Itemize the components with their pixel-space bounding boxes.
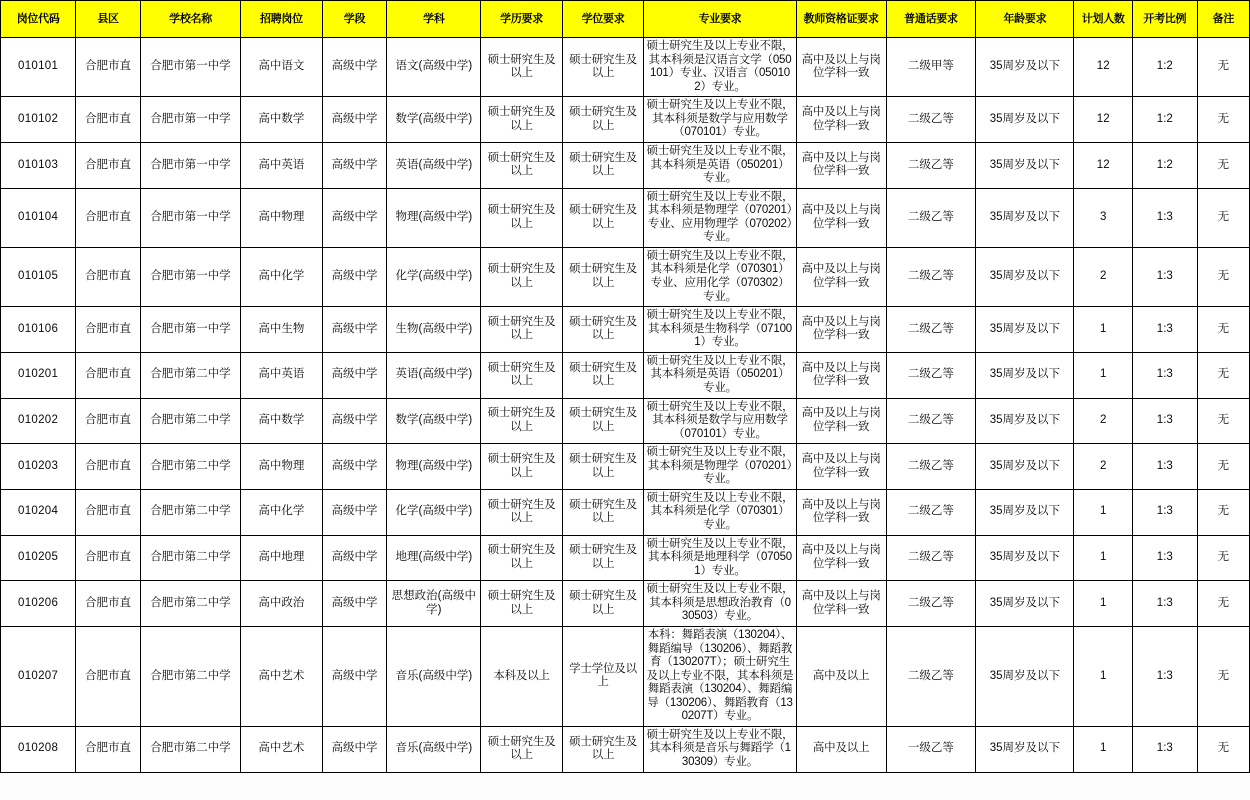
cell-code[interactable]: 010101	[1, 38, 76, 97]
table-row[interactable]	[1, 352, 1250, 398]
table-row[interactable]	[1, 188, 1250, 247]
cell-plan[interactable]: 12	[1074, 38, 1132, 97]
cell-major[interactable]: 硕士研究生及以上专业不限，其本科须是物理学（070201）专业、应用物理学（070202）专业。	[644, 188, 796, 247]
cell-school[interactable]: 合肥市第一中学	[140, 307, 240, 353]
cell-ratio[interactable]: 1:2	[1132, 97, 1197, 143]
cell-plan[interactable]: 12	[1074, 142, 1132, 188]
column-header-subject: 学科	[387, 1, 481, 38]
cell-subject[interactable]: 化学(高级中学)	[387, 247, 481, 306]
cell-remark[interactable]: 无	[1197, 188, 1249, 247]
cell-post[interactable]: 高中化学	[241, 489, 322, 535]
cell-education[interactable]: 硕士研究生及以上	[481, 142, 562, 188]
cell-stage[interactable]: 高级中学	[322, 444, 387, 490]
cell-degree[interactable]: 硕士研究生及以上	[562, 38, 643, 97]
cell-stage[interactable]: 高级中学	[322, 581, 387, 627]
cell-school[interactable]: 合肥市第一中学	[140, 97, 240, 143]
cell-mandarin[interactable]: 二级乙等	[886, 489, 976, 535]
cell-major[interactable]: 硕士研究生及以上专业不限，其本科须是音乐与舞蹈学（130309）专业。	[644, 726, 796, 772]
cell-mandarin[interactable]: 二级乙等	[886, 581, 976, 627]
cell-school[interactable]: 合肥市第二中学	[140, 535, 240, 581]
cell-district[interactable]: 合肥市直	[76, 97, 141, 143]
column-header-district: 县区	[76, 1, 141, 38]
cell-major[interactable]: 硕士研究生及以上专业不限，其本科须是地理科学（070501）专业。	[644, 535, 796, 581]
cell-mandarin[interactable]: 二级乙等	[886, 398, 976, 444]
cell-education[interactable]: 硕士研究生及以上	[481, 247, 562, 306]
column-header-age: 年龄要求	[976, 1, 1074, 38]
cell-certificate[interactable]: 高中及以上与岗位学科一致	[796, 307, 886, 353]
cell-school[interactable]: 合肥市第二中学	[140, 398, 240, 444]
cell-ratio[interactable]: 1:3	[1132, 247, 1197, 306]
cell-certificate[interactable]: 高中及以上与岗位学科一致	[796, 97, 886, 143]
cell-plan[interactable]: 1	[1074, 307, 1132, 353]
cell-major[interactable]: 硕士研究生及以上专业不限，其本科须是化学（070301）专业、应用化学（070302）专业。	[644, 247, 796, 306]
cell-certificate[interactable]: 高中及以上与岗位学科一致	[796, 489, 886, 535]
cell-plan[interactable]: 2	[1074, 247, 1132, 306]
cell-plan[interactable]: 2	[1074, 398, 1132, 444]
cell-ratio[interactable]: 1:3	[1132, 581, 1197, 627]
cell-post[interactable]: 高中物理	[241, 444, 322, 490]
cell-stage[interactable]: 高级中学	[322, 535, 387, 581]
cell-ratio[interactable]: 1:3	[1132, 444, 1197, 490]
cell-school[interactable]: 合肥市第二中学	[140, 352, 240, 398]
column-header-remark: 备注	[1197, 1, 1249, 38]
cell-certificate[interactable]: 高中及以上与岗位学科一致	[796, 142, 886, 188]
column-header-school: 学校名称	[140, 1, 240, 38]
cell-mandarin[interactable]: 二级乙等	[886, 188, 976, 247]
cell-degree[interactable]: 硕士研究生及以上	[562, 726, 643, 772]
cell-education[interactable]: 硕士研究生及以上	[481, 444, 562, 490]
cell-degree[interactable]: 学士学位及以上	[562, 626, 643, 726]
cell-plan[interactable]: 2	[1074, 444, 1132, 490]
cell-district[interactable]: 合肥市直	[76, 247, 141, 306]
cell-remark[interactable]: 无	[1197, 398, 1249, 444]
cell-district[interactable]: 合肥市直	[76, 38, 141, 97]
cell-stage[interactable]: 高级中学	[322, 38, 387, 97]
cell-degree[interactable]: 硕士研究生及以上	[562, 142, 643, 188]
cell-age[interactable]: 35周岁及以下	[976, 626, 1074, 726]
cell-district[interactable]: 合肥市直	[76, 188, 141, 247]
cell-district[interactable]: 合肥市直	[76, 626, 141, 726]
cell-education[interactable]: 硕士研究生及以上	[481, 307, 562, 353]
cell-age[interactable]: 35周岁及以下	[976, 247, 1074, 306]
cell-major[interactable]: 硕士研究生及以上专业不限，其本科须是数学与应用数学（070101）专业。	[644, 398, 796, 444]
cell-school[interactable]: 合肥市第一中学	[140, 247, 240, 306]
cell-subject[interactable]: 音乐(高级中学)	[387, 626, 481, 726]
cell-subject[interactable]: 语文(高级中学)	[387, 38, 481, 97]
cell-mandarin[interactable]: 二级乙等	[886, 535, 976, 581]
cell-degree[interactable]: 硕士研究生及以上	[562, 188, 643, 247]
cell-mandarin[interactable]: 二级甲等	[886, 38, 976, 97]
cell-remark[interactable]: 无	[1197, 352, 1249, 398]
cell-age[interactable]: 35周岁及以下	[976, 581, 1074, 627]
cell-stage[interactable]: 高级中学	[322, 97, 387, 143]
cell-mandarin[interactable]: 二级乙等	[886, 142, 976, 188]
cell-major[interactable]: 硕士研究生及以上专业不限，其本科须是数学与应用数学（070101）专业。	[644, 97, 796, 143]
cell-degree[interactable]: 硕士研究生及以上	[562, 352, 643, 398]
cell-ratio[interactable]: 1:3	[1132, 535, 1197, 581]
cell-code[interactable]: 010207	[1, 626, 76, 726]
table-row[interactable]	[1, 489, 1250, 535]
column-header-major: 专业要求	[644, 1, 796, 38]
cell-remark[interactable]: 无	[1197, 489, 1249, 535]
cell-subject[interactable]: 物理(高级中学)	[387, 188, 481, 247]
cell-major[interactable]: 硕士研究生及以上专业不限，其本科须是汉语言文学（050101）专业、汉语言（050102）专业。	[644, 38, 796, 97]
cell-major[interactable]: 硕士研究生及以上专业不限，其本科须是英语（050201）专业。	[644, 352, 796, 398]
cell-plan[interactable]: 1	[1074, 352, 1132, 398]
cell-major[interactable]: 本科：舞蹈表演（130204）、舞蹈编导（130206）、舞蹈教育（130207T）；硕士研究生及以上专业不限，其本科须是舞蹈表演（130204）、舞蹈编导（130206）、舞蹈教育（130207T）专业。	[644, 626, 796, 726]
cell-district[interactable]: 合肥市直	[76, 398, 141, 444]
cell-code[interactable]: 010103	[1, 142, 76, 188]
table-row[interactable]	[1, 398, 1250, 444]
cell-ratio[interactable]: 1:3	[1132, 352, 1197, 398]
cell-code[interactable]: 010206	[1, 581, 76, 627]
cell-education[interactable]: 硕士研究生及以上	[481, 352, 562, 398]
cell-ratio[interactable]: 1:3	[1132, 188, 1197, 247]
cell-post[interactable]: 高中语文	[241, 38, 322, 97]
cell-education[interactable]: 硕士研究生及以上	[481, 38, 562, 97]
cell-ratio[interactable]: 1:2	[1132, 38, 1197, 97]
cell-remark[interactable]: 无	[1197, 97, 1249, 143]
cell-age[interactable]: 35周岁及以下	[976, 142, 1074, 188]
cell-degree[interactable]: 硕士研究生及以上	[562, 535, 643, 581]
cell-district[interactable]: 合肥市直	[76, 489, 141, 535]
cell-degree[interactable]: 硕士研究生及以上	[562, 581, 643, 627]
cell-certificate[interactable]: 高中及以上与岗位学科一致	[796, 247, 886, 306]
cell-stage[interactable]: 高级中学	[322, 307, 387, 353]
cell-stage[interactable]: 高级中学	[322, 142, 387, 188]
cell-code[interactable]: 010205	[1, 535, 76, 581]
cell-stage[interactable]: 高级中学	[322, 489, 387, 535]
cell-subject[interactable]: 思想政治(高级中学)	[387, 581, 481, 627]
table-row[interactable]	[1, 444, 1250, 490]
cell-subject[interactable]: 数学(高级中学)	[387, 398, 481, 444]
cell-mandarin[interactable]: 二级乙等	[886, 352, 976, 398]
cell-post[interactable]: 高中艺术	[241, 726, 322, 772]
cell-remark[interactable]: 无	[1197, 444, 1249, 490]
cell-subject[interactable]: 音乐(高级中学)	[387, 726, 481, 772]
cell-stage[interactable]: 高级中学	[322, 247, 387, 306]
cell-education[interactable]: 硕士研究生及以上	[481, 489, 562, 535]
cell-certificate[interactable]: 高中及以上与岗位学科一致	[796, 38, 886, 97]
cell-plan[interactable]: 1	[1074, 581, 1132, 627]
cell-ratio[interactable]: 1:3	[1132, 626, 1197, 726]
cell-age[interactable]: 35周岁及以下	[976, 398, 1074, 444]
cell-certificate[interactable]: 高中及以上	[796, 726, 886, 772]
cell-subject[interactable]: 物理(高级中学)	[387, 444, 481, 490]
cell-certificate[interactable]: 高中及以上与岗位学科一致	[796, 188, 886, 247]
cell-district[interactable]: 合肥市直	[76, 444, 141, 490]
cell-school[interactable]: 合肥市第二中学	[140, 726, 240, 772]
cell-subject[interactable]: 地理(高级中学)	[387, 535, 481, 581]
cell-school[interactable]: 合肥市第一中学	[140, 38, 240, 97]
cell-major[interactable]: 硕士研究生及以上专业不限，其本科须是思想政治教育（030503）专业。	[644, 581, 796, 627]
cell-post[interactable]: 高中数学	[241, 97, 322, 143]
cell-age[interactable]: 35周岁及以下	[976, 97, 1074, 143]
cell-plan[interactable]: 1	[1074, 726, 1132, 772]
cell-mandarin[interactable]: 二级乙等	[886, 444, 976, 490]
cell-stage[interactable]: 高级中学	[322, 188, 387, 247]
cell-age[interactable]: 35周岁及以下	[976, 38, 1074, 97]
table-row[interactable]	[1, 535, 1250, 581]
cell-code[interactable]: 010201	[1, 352, 76, 398]
cell-mandarin[interactable]: 二级乙等	[886, 626, 976, 726]
column-header-certificate: 教师资格证要求	[796, 1, 886, 38]
cell-plan[interactable]: 1	[1074, 535, 1132, 581]
table-row[interactable]	[1, 247, 1250, 306]
cell-code[interactable]: 010106	[1, 307, 76, 353]
cell-code[interactable]: 010208	[1, 726, 76, 772]
cell-school[interactable]: 合肥市第二中学	[140, 444, 240, 490]
cell-stage[interactable]: 高级中学	[322, 352, 387, 398]
table-row[interactable]	[1, 726, 1250, 772]
table-row[interactable]	[1, 307, 1250, 353]
cell-age[interactable]: 35周岁及以下	[976, 444, 1074, 490]
cell-post[interactable]: 高中艺术	[241, 626, 322, 726]
cell-age[interactable]: 35周岁及以下	[976, 535, 1074, 581]
cell-post[interactable]: 高中英语	[241, 352, 322, 398]
cell-certificate[interactable]: 高中及以上与岗位学科一致	[796, 444, 886, 490]
cell-age[interactable]: 35周岁及以下	[976, 352, 1074, 398]
cell-major[interactable]: 硕士研究生及以上专业不限，其本科须是生物科学（071001）专业。	[644, 307, 796, 353]
cell-age[interactable]: 35周岁及以下	[976, 726, 1074, 772]
cell-education[interactable]: 本科及以上	[481, 626, 562, 726]
cell-stage[interactable]: 高级中学	[322, 398, 387, 444]
cell-education[interactable]: 硕士研究生及以上	[481, 581, 562, 627]
cell-ratio[interactable]: 1:3	[1132, 726, 1197, 772]
cell-mandarin[interactable]: 二级乙等	[886, 247, 976, 306]
table-row[interactable]	[1, 38, 1250, 97]
cell-major[interactable]: 硕士研究生及以上专业不限，其本科须是化学（070301）专业。	[644, 489, 796, 535]
cell-school[interactable]: 合肥市第二中学	[140, 581, 240, 627]
column-header-education: 学历要求	[481, 1, 562, 38]
cell-degree[interactable]: 硕士研究生及以上	[562, 444, 643, 490]
cell-remark[interactable]: 无	[1197, 581, 1249, 627]
cell-major[interactable]: 硕士研究生及以上专业不限，其本科须是英语（050201）专业。	[644, 142, 796, 188]
cell-post[interactable]: 高中数学	[241, 398, 322, 444]
cell-school[interactable]: 合肥市第一中学	[140, 188, 240, 247]
cell-education[interactable]: 硕士研究生及以上	[481, 188, 562, 247]
cell-certificate[interactable]: 高中及以上与岗位学科一致	[796, 398, 886, 444]
cell-remark[interactable]: 无	[1197, 626, 1249, 726]
cell-school[interactable]: 合肥市第二中学	[140, 489, 240, 535]
cell-district[interactable]: 合肥市直	[76, 726, 141, 772]
cell-district[interactable]: 合肥市直	[76, 142, 141, 188]
cell-post[interactable]: 高中地理	[241, 535, 322, 581]
cell-remark[interactable]: 无	[1197, 307, 1249, 353]
cell-code[interactable]: 010102	[1, 97, 76, 143]
cell-mandarin[interactable]: 一级乙等	[886, 726, 976, 772]
table-row[interactable]	[1, 97, 1250, 143]
column-header-mandarin: 普通话要求	[886, 1, 976, 38]
cell-subject[interactable]: 英语(高级中学)	[387, 352, 481, 398]
table-header-row	[1, 1, 1250, 38]
cell-education[interactable]: 硕士研究生及以上	[481, 398, 562, 444]
column-header-code: 岗位代码	[1, 1, 76, 38]
cell-stage[interactable]: 高级中学	[322, 626, 387, 726]
cell-remark[interactable]: 无	[1197, 535, 1249, 581]
cell-mandarin[interactable]: 二级乙等	[886, 97, 976, 143]
column-header-plan: 计划人数	[1074, 1, 1132, 38]
cell-ratio[interactable]: 1:2	[1132, 142, 1197, 188]
cell-ratio[interactable]: 1:3	[1132, 398, 1197, 444]
cell-degree[interactable]: 硕士研究生及以上	[562, 247, 643, 306]
cell-post[interactable]: 高中化学	[241, 247, 322, 306]
cell-degree[interactable]: 硕士研究生及以上	[562, 489, 643, 535]
cell-degree[interactable]: 硕士研究生及以上	[562, 398, 643, 444]
cell-education[interactable]: 硕士研究生及以上	[481, 535, 562, 581]
cell-ratio[interactable]: 1:3	[1132, 307, 1197, 353]
cell-remark[interactable]: 无	[1197, 142, 1249, 188]
cell-district[interactable]: 合肥市直	[76, 352, 141, 398]
cell-certificate[interactable]: 高中及以上与岗位学科一致	[796, 581, 886, 627]
cell-post[interactable]: 高中政治	[241, 581, 322, 627]
cell-education[interactable]: 硕士研究生及以上	[481, 726, 562, 772]
cell-remark[interactable]: 无	[1197, 726, 1249, 772]
cell-plan[interactable]: 3	[1074, 188, 1132, 247]
cell-code[interactable]: 010104	[1, 188, 76, 247]
cell-degree[interactable]: 硕士研究生及以上	[562, 307, 643, 353]
cell-subject[interactable]: 英语(高级中学)	[387, 142, 481, 188]
cell-remark[interactable]: 无	[1197, 247, 1249, 306]
cell-code[interactable]: 010204	[1, 489, 76, 535]
cell-district[interactable]: 合肥市直	[76, 535, 141, 581]
column-header-degree: 学位要求	[562, 1, 643, 38]
cell-subject[interactable]: 化学(高级中学)	[387, 489, 481, 535]
column-header-stage: 学段	[322, 1, 387, 38]
cell-district[interactable]: 合肥市直	[76, 581, 141, 627]
cell-age[interactable]: 35周岁及以下	[976, 489, 1074, 535]
cell-post[interactable]: 高中生物	[241, 307, 322, 353]
cell-stage[interactable]: 高级中学	[322, 726, 387, 772]
cell-subject[interactable]: 生物(高级中学)	[387, 307, 481, 353]
cell-code[interactable]: 010202	[1, 398, 76, 444]
cell-certificate[interactable]: 高中及以上与岗位学科一致	[796, 352, 886, 398]
table-row[interactable]	[1, 581, 1250, 627]
table-body	[1, 38, 1250, 773]
table-row[interactable]	[1, 142, 1250, 188]
cell-plan[interactable]: 1	[1074, 626, 1132, 726]
cell-major[interactable]: 硕士研究生及以上专业不限，其本科须是物理学（070201）专业。	[644, 444, 796, 490]
cell-post[interactable]: 高中物理	[241, 188, 322, 247]
cell-subject[interactable]: 数学(高级中学)	[387, 97, 481, 143]
cell-post[interactable]: 高中英语	[241, 142, 322, 188]
cell-age[interactable]: 35周岁及以下	[976, 307, 1074, 353]
cell-degree[interactable]: 硕士研究生及以上	[562, 97, 643, 143]
cell-district[interactable]: 合肥市直	[76, 307, 141, 353]
cell-education[interactable]: 硕士研究生及以上	[481, 97, 562, 143]
cell-mandarin[interactable]: 二级乙等	[886, 307, 976, 353]
cell-certificate[interactable]: 高中及以上	[796, 626, 886, 726]
column-header-post: 招聘岗位	[241, 1, 322, 38]
column-header-ratio: 开考比例	[1132, 1, 1197, 38]
cell-age[interactable]: 35周岁及以下	[976, 188, 1074, 247]
cell-plan[interactable]: 1	[1074, 489, 1132, 535]
cell-plan[interactable]: 12	[1074, 97, 1132, 143]
table-row[interactable]	[1, 626, 1250, 726]
cell-school[interactable]: 合肥市第一中学	[140, 142, 240, 188]
cell-certificate[interactable]: 高中及以上与岗位学科一致	[796, 535, 886, 581]
cell-code[interactable]: 010203	[1, 444, 76, 490]
cell-code[interactable]: 010105	[1, 247, 76, 306]
cell-ratio[interactable]: 1:3	[1132, 489, 1197, 535]
cell-remark[interactable]: 无	[1197, 38, 1249, 97]
cell-school[interactable]: 合肥市第二中学	[140, 626, 240, 726]
